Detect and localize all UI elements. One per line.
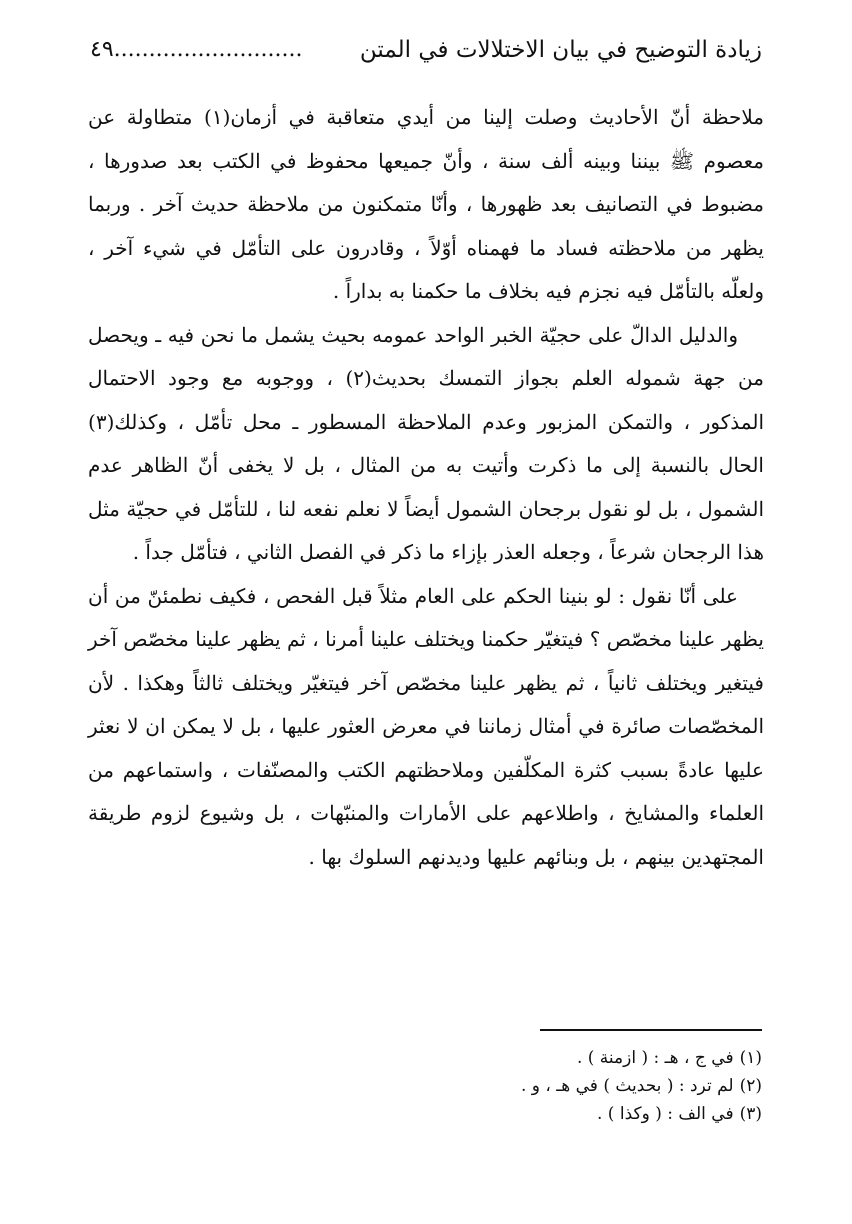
footnote-marker: (٣) [739,1104,762,1124]
paragraph-1: ملاحظة أنّ الأحاديث وصلت إلينا من أيدي متعاقبة في أزمان(١) متطاولة عن معصوم ﷺ بيننا وبينه ألف سنة ، وأنّ جميعها محفوظ في الكتب بعد صدورها ، مضبوط في التصانيف بعد ظهورها ، وأنّا متمكنون من ملاحظة حديث آخر . وربما يظهر من ملاحظته فساد ما فهمناه أوّلاً ، وقادرون على التأمّل في شيء آخر ، ولعلّه بالتأمّل فيه نجزم فيه بخلاف ما حكمنا به بداراً . [88,105,764,303]
footnotes [362,1044,762,1128]
footnote-3 [362,1100,762,1128]
footnote-marker: (١) [739,1048,762,1068]
running-header [90,30,762,70]
paragraph-2: والدليل الدالّ على حجيّة الخبر الواحد عمومه بحيث يشمل ما نحن فيه ـ ويحصل من جهة شموله العلم بجواز التمسك بحديث(٢) ، ووجوبه مع وجود الاحتمال المذكور ، والتمكن المزبور وعدم الملاحظة المسطور ـ محل تأمّل ، وكذلك(٣) الحال بالنسبة إلى ما ذكرت وأتيت به من المثال ، بل لا يخفى أنّ الظاهر عدم الشمول ، بل لو نقول برجحان الشمول أيضاً لا نعلم نفعه لنا ، للتأمّل في حجيّة مثل هذا الرجحان شرعاً ، وجعله العذر بإزاء ما ذكر في الفصل الثاني ، فتأمّل جداً . [88,322,764,564]
footnote-separator [540,1029,762,1031]
paragraph-3: على أنّا نقول : لو بنينا الحكم على العام مثلاً قبل الفحص ، فكيف نطمئنّ من أن يظهر علينا مخصّص ؟ فيتغيّر حكمنا ويختلف علينا أمرنا ، ثم يظهر علينا مخصّص آخر فيتغير ويختلف ثانياً ، ثم يظهر علينا مخصّص آخر فيتغيّر ويختلف ثالثاً وهكذا . لأن المخصّصات صائرة في أمثال زماننا في معرض العثور عليها ، بل لا يمكن ان لا نعثر عليها عادةً بسبب كثرة المكلّفين وملاحظتهم الكتب والمصنّفات ، واستماعهم من العلماء والمشايخ ، واطلاعهم على الأمارات والمنبّهات ، بل وشيوع لزوم طريقة المجتهدين بينهم ، بل وبنائهم عليها وديدنهم السلوك بها . [88,583,764,869]
main-text [88,96,764,879]
page-number-value: ٤٩ [90,37,114,62]
footnote-2 [362,1072,762,1100]
footnote-marker: (٢) [739,1076,762,1096]
footnote-text: في ج ، هـ : ( ازمنة ) . [576,1048,734,1068]
footnote-text: لم ترد : ( بحديث ) في هـ ، و . [520,1076,734,1096]
page-number: ...........................٤٩ [90,37,303,62]
header-title: زيادة التوضيح في بيان الاختلالات في المتن [359,37,762,63]
footnote-1 [362,1044,762,1072]
footnote-text: في الف : ( وكذا ) . [597,1104,734,1124]
